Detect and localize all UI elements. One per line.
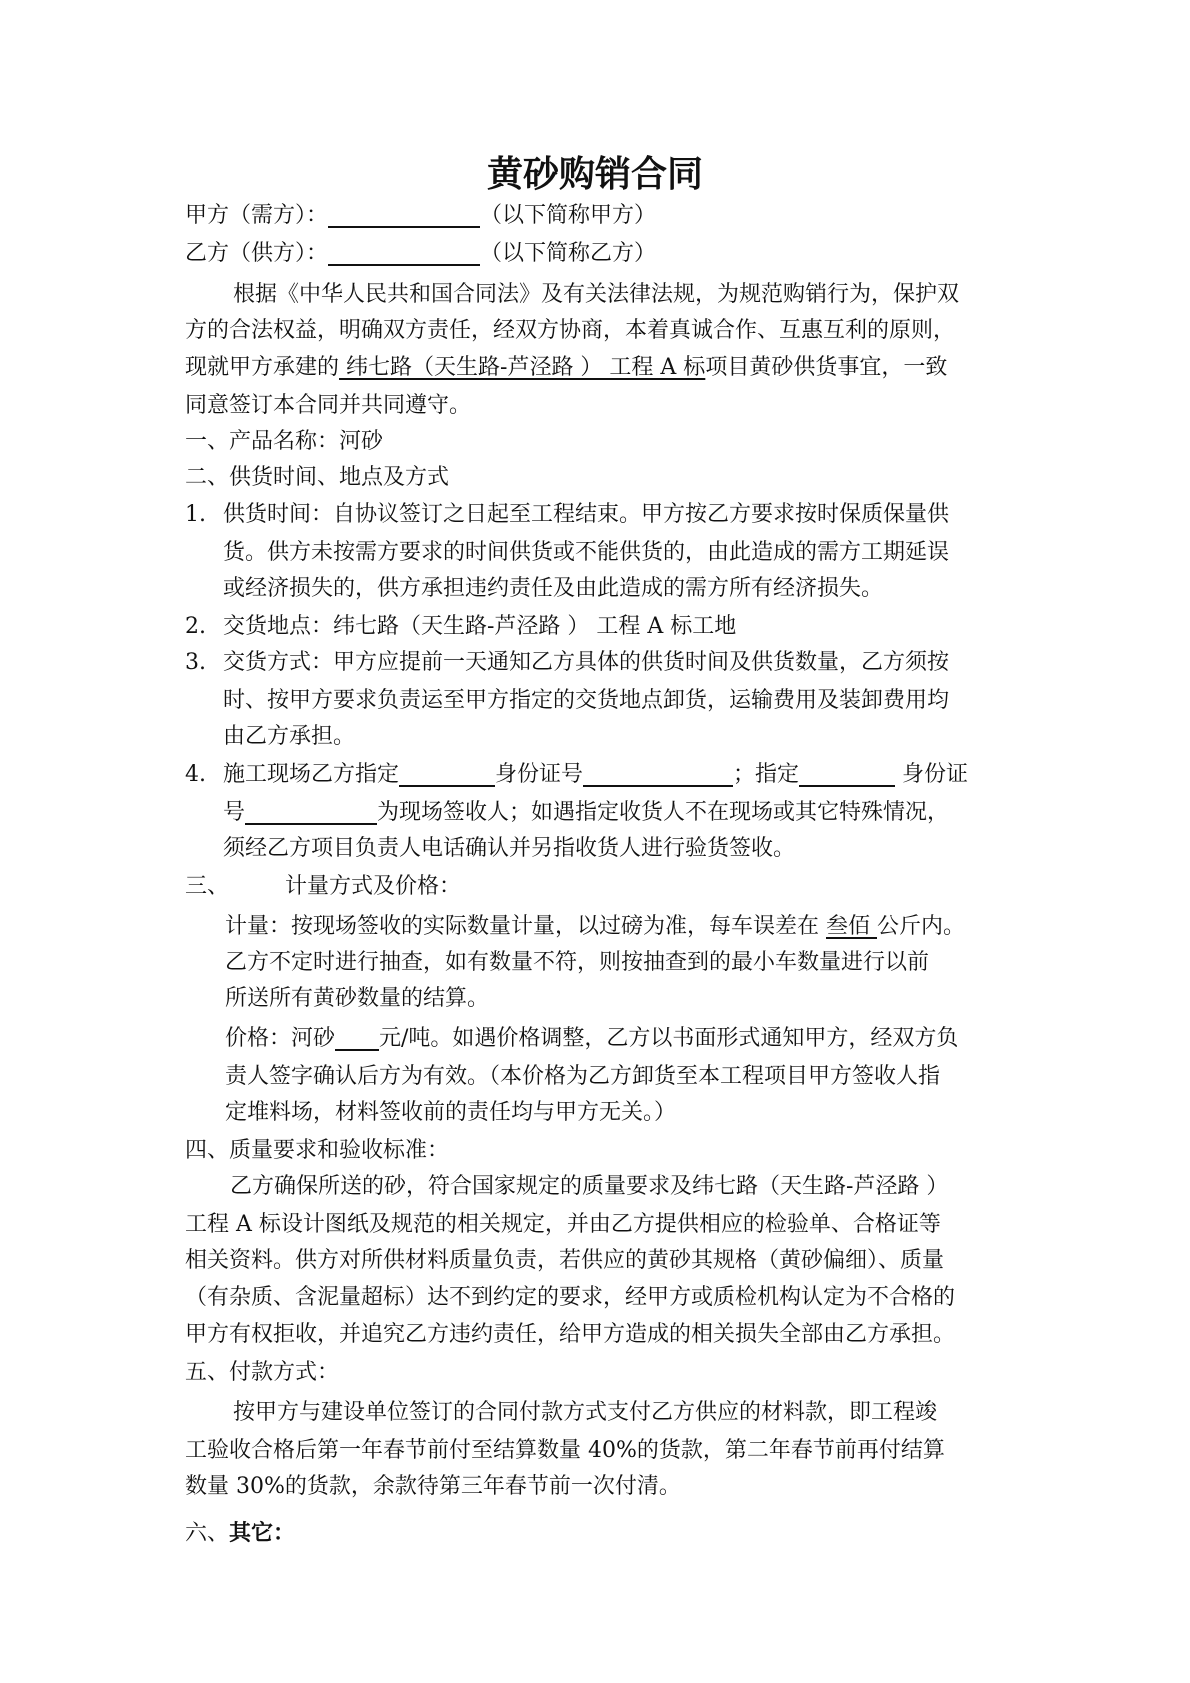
preamble-line-3 [185, 352, 1025, 384]
section-2-heading: 二、供货时间、地点及方式 [185, 465, 450, 490]
id-number-1-blank [583, 761, 733, 787]
item-1-line-1 [185, 499, 1025, 531]
item-2-line-1 [185, 611, 1025, 643]
item-text: ；指定 [733, 762, 800, 787]
payment-line-1: 按甲方与建设单位签订的合同付款方式支付乙方供应的材料款，即工程竣 [233, 1400, 938, 1425]
quality-line-2: 工程 A 标设计图纸及规范的相关规定，并由乙方提供相应的检验单、合格证等 [185, 1212, 941, 1237]
item-number: 2. [185, 614, 206, 639]
section-5-heading: 五、付款方式： [185, 1360, 340, 1385]
item-number: 3. [185, 650, 206, 675]
metering-text: 公斤内。 [877, 914, 966, 939]
section-number: 三、 [185, 874, 230, 899]
party-a-line [185, 200, 1025, 232]
receiver-2-blank [799, 761, 895, 787]
item-text: 供货时间：自协议签订之日起至工程结束。甲方按乙方要求按时保质保量供 [223, 502, 950, 527]
preamble-line-1: 根据《中华人民共和国合同法》及有关法律法规，为规范购销行为，保护双 [233, 282, 960, 307]
item-1-line-2: 货。供方未按需方要求的时间供货或不能供货的，由此造成的需方工期延误 [223, 540, 950, 565]
item-text: 交货方式：甲方应提前一天通知乙方具体的供货时间及供货数量，乙方须按 [223, 650, 950, 675]
section-3-heading [185, 871, 1025, 903]
item-text: 施工现场乙方指定 [223, 762, 400, 787]
payment-line-2: 工验收合格后第一年春节前付至结算数量 40%的货款，第二年春节前再付结算 [185, 1438, 945, 1463]
price-line-3: 定堆料场，材料签收前的责任均与甲方无关。） [225, 1100, 677, 1125]
price-text: 价格：河砂 [225, 1026, 336, 1051]
project-name: 纬七路（天生路-芦泾路 ） 工程 A 标 [339, 355, 706, 380]
quality-line-3: 相关资料。供方对所供材料质量负责，若供应的黄砂其规格（黄砂偏细）、质量 [185, 1248, 945, 1273]
preamble-text: 现就甲方承建的 [185, 355, 340, 380]
item-4-line-1 [185, 759, 1025, 791]
item-3-line-3: 由乙方承担。 [223, 724, 356, 749]
section-title: 其它： [229, 1520, 296, 1546]
item-text: 身份证 [895, 762, 969, 787]
item-text: 为现场签收人；如遇指定收货人不在现场或其它特殊情况， [377, 800, 950, 825]
party-b-line [185, 238, 1025, 270]
receiver-1-blank [399, 761, 495, 787]
item-text: 号 [223, 800, 246, 825]
quality-line-1: 乙方确保所送的砂，符合国家规定的质量要求及纬七路（天生路-芦泾路 ） [230, 1174, 949, 1199]
preamble-line-4: 同意签订本合同并共同遵守。 [185, 393, 472, 418]
item-text: 交货地点：纬七路（天生路-芦泾路 ） 工程 A 标工地 [223, 614, 737, 639]
quality-line-4: （有杂质、含泥量超标）达不到约定的要求，经甲方或质检机构认定为不合格的 [185, 1285, 956, 1310]
price-blank [335, 1025, 379, 1051]
metering-line-2: 乙方不定时进行抽查，如有数量不符，则按抽查到的最小车数量进行以前 [225, 950, 930, 975]
preamble-line-2: 方的合法权益，明确双方责任，经双方协商，本着真诚合作、互惠互利的原则， [185, 318, 956, 343]
price-line-2: 责人签字确认后方为有效。（本价格为乙方卸货至本工程项目甲方签收人指 [225, 1064, 941, 1089]
metering-line-1 [225, 911, 1065, 943]
section-title: 计量方式及价格： [285, 874, 462, 899]
party-b-note: （以下简称乙方） [480, 241, 657, 266]
document-title: 黄砂购销合同 [486, 153, 703, 195]
metering-line-3: 所送所有黄砂数量的结算。 [225, 986, 490, 1011]
item-1-line-3: 或经济损失的，供方承担违约责任及由此造成的需方所有经济损失。 [223, 576, 884, 601]
item-number: 1. [185, 502, 206, 527]
quality-line-5: 甲方有权拒收，并追究乙方违约责任，给甲方造成的相关损失全部由乙方承担。 [185, 1322, 956, 1347]
price-line-1 [225, 1023, 1065, 1055]
section-6-heading [185, 1517, 1025, 1550]
tolerance-amount: 叁佰 [826, 914, 877, 939]
section-number: 六、 [185, 1521, 230, 1546]
item-4-line-3: 须经乙方项目负责人电话确认并另指收货人进行验货签收。 [223, 836, 796, 861]
party-a-blank [328, 202, 480, 228]
section-1-heading: 一、产品名称：河砂 [185, 429, 384, 454]
party-b-blank [328, 240, 480, 266]
item-number: 4. [185, 762, 206, 787]
item-3-line-2: 时、按甲方要求负责运至甲方指定的交货地点卸货，运输费用及装卸费用均 [223, 688, 950, 713]
metering-text: 计量：按现场签收的实际数量计量，以过磅为准，每车误差在 [225, 914, 826, 939]
price-text: 元/吨。如遇价格调整，乙方以书面形式通知甲方，经双方负 [379, 1026, 959, 1051]
payment-line-3: 数量 30%的货款，余款待第三年春节前一次付清。 [185, 1474, 681, 1499]
item-text: 身份证号 [495, 762, 584, 787]
section-4-heading: 四、质量要求和验收标准： [185, 1138, 450, 1163]
party-a-label: 甲方（需方）： [185, 203, 329, 228]
party-b-label: 乙方（供方）： [185, 241, 329, 266]
preamble-text: 项目黄砂供货事宜，一致 [705, 355, 948, 380]
party-a-note: （以下简称甲方） [480, 203, 657, 228]
item-4-line-2 [223, 797, 1063, 829]
item-3-line-1 [185, 647, 1025, 679]
id-number-2-blank [245, 799, 377, 825]
